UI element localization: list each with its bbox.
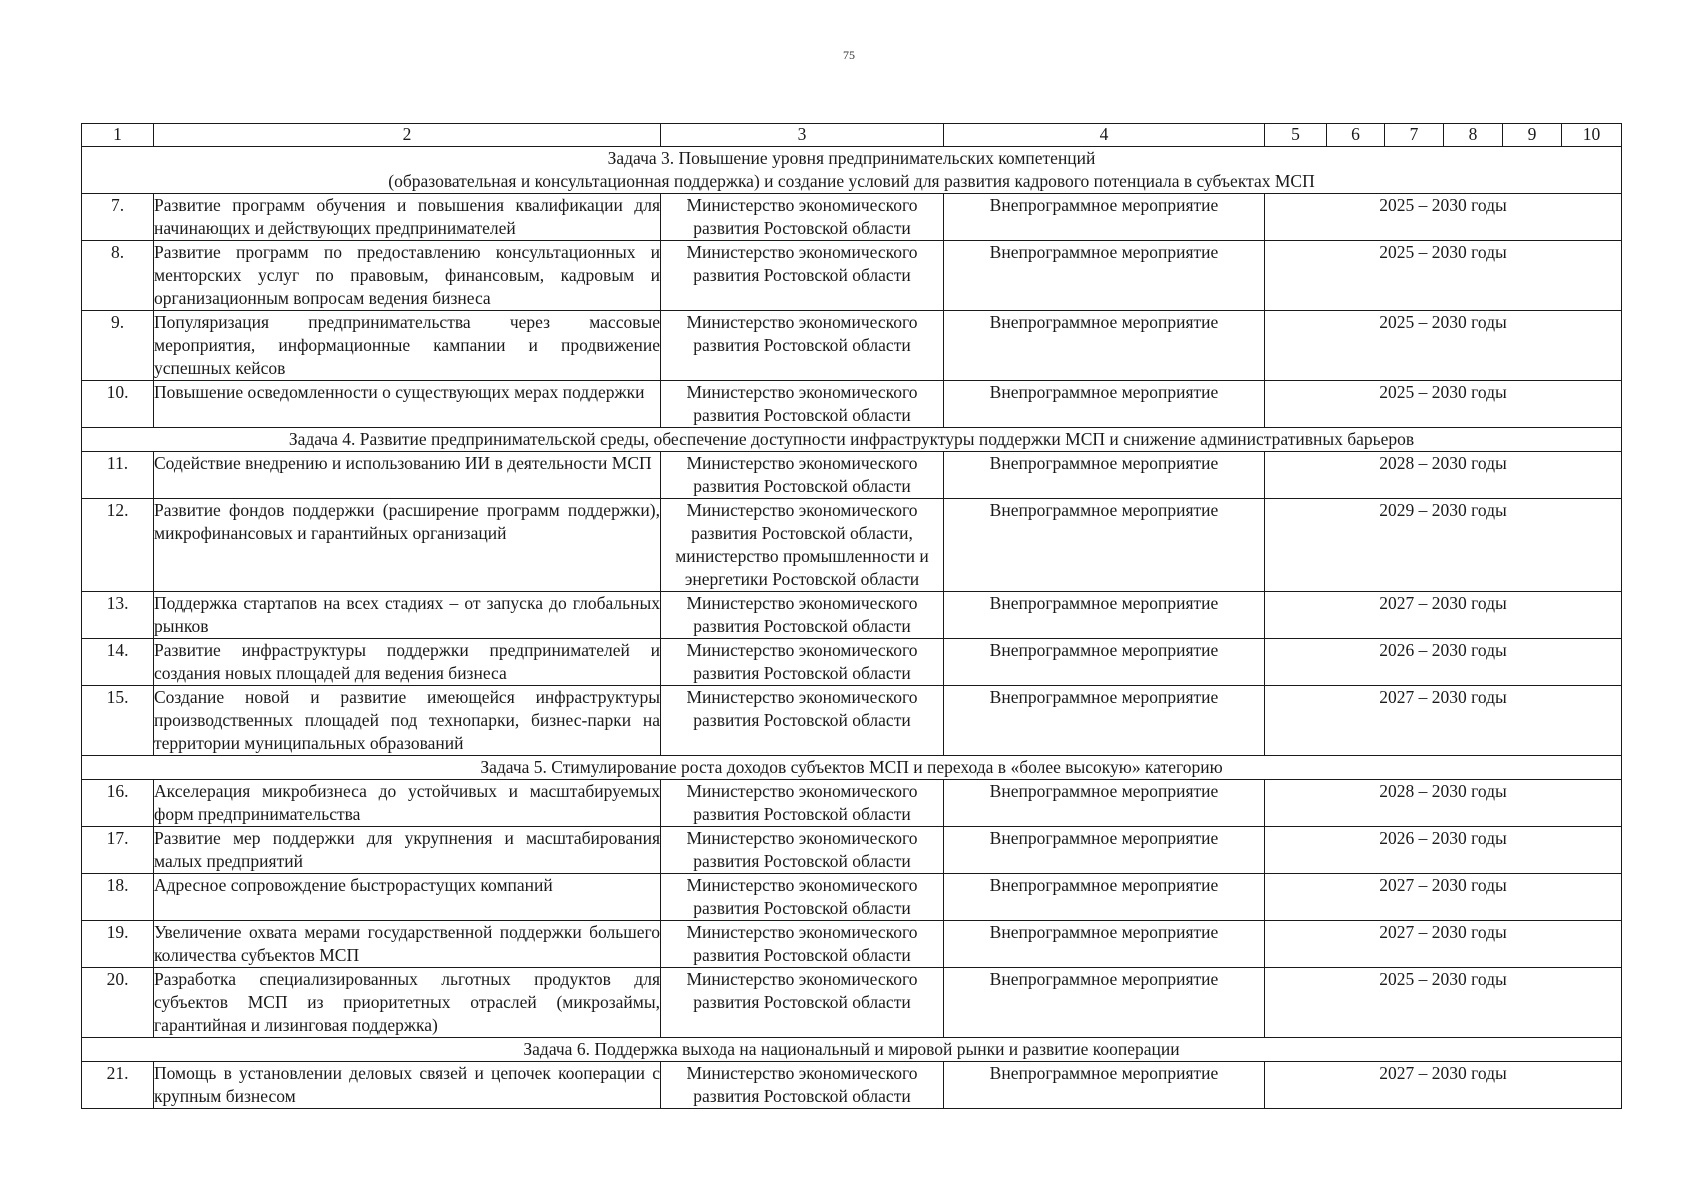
measure-type: Внепрограммное мероприятие xyxy=(944,639,1265,686)
column-number: 10 xyxy=(1562,124,1622,147)
measure-description: Увеличение охвата мерами государственной поддержки большего количества субъектов МСП xyxy=(154,921,661,968)
task-title: Задача 3. Повышение уровня предпринимательских компетенций xyxy=(607,148,1096,168)
implementation-period: 2026 – 2030 годы xyxy=(1265,639,1622,686)
measure-type: Внепрограммное мероприятие xyxy=(944,592,1265,639)
measure-description: Разработка специализированных льготных продуктов для субъектов МСП из приоритетных отраслей (микрозаймы, гарантийная и лизинговая поддержка) xyxy=(154,968,661,1038)
responsible-body: Министерство экономического развития Ростовской области xyxy=(661,381,944,428)
responsible-body: Министерство экономического развития Ростовской области xyxy=(661,639,944,686)
column-number: 2 xyxy=(154,124,661,147)
measure-type: Внепрограммное мероприятие xyxy=(944,311,1265,381)
table-row xyxy=(82,921,1622,968)
task-heading xyxy=(82,147,1622,194)
measure-description: Адресное сопровождение быстрорастущих компаний xyxy=(154,874,661,921)
column-number: 6 xyxy=(1327,124,1385,147)
measure-description: Поддержка стартапов на всех стадиях – от запуска до глобальных рынков xyxy=(154,592,661,639)
row-number: 10. xyxy=(82,381,154,428)
row-number: 12. xyxy=(82,499,154,592)
implementation-period: 2027 – 2030 годы xyxy=(1265,592,1622,639)
responsible-body: Министерство экономического развития Ростовской области xyxy=(661,1062,944,1109)
column-number: 3 xyxy=(661,124,944,147)
column-numbers-row xyxy=(82,124,1622,147)
task-title: Задача 5. Стимулирование роста доходов субъектов МСП и перехода в «более высокую» категорию xyxy=(480,757,1223,777)
page-number: 75 xyxy=(843,48,855,62)
row-number: 21. xyxy=(82,1062,154,1109)
measure-description: Помощь в установлении деловых связей и цепочек кооперации с крупным бизнесом xyxy=(154,1062,661,1109)
table-row xyxy=(82,241,1622,311)
row-number: 13. xyxy=(82,592,154,639)
measure-description: Содействие внедрению и использованию ИИ в деятельности МСП xyxy=(154,452,661,499)
row-number: 19. xyxy=(82,921,154,968)
table-row xyxy=(82,874,1622,921)
measure-description: Развитие мер поддержки для укрупнения и масштабирования малых предприятий xyxy=(154,827,661,874)
implementation-period: 2027 – 2030 годы xyxy=(1265,874,1622,921)
measure-type: Внепрограммное мероприятие xyxy=(944,874,1265,921)
responsible-body: Министерство экономического развития Ростовской области, министерство промышленности и энергетики Ростовской области xyxy=(661,499,944,592)
table-row xyxy=(82,499,1622,592)
measure-type: Внепрограммное мероприятие xyxy=(944,921,1265,968)
measure-type: Внепрограммное мероприятие xyxy=(944,452,1265,499)
task-heading-row xyxy=(82,147,1622,194)
implementation-period: 2028 – 2030 годы xyxy=(1265,780,1622,827)
measure-description: Развитие программ обучения и повышения квалификации для начинающих и действующих предпринимателей xyxy=(154,194,661,241)
measure-type: Внепрограммное мероприятие xyxy=(944,381,1265,428)
measure-description: Развитие фондов поддержки (расширение программ поддержки), микрофинансовых и гарантийных организаций xyxy=(154,499,661,592)
row-number: 11. xyxy=(82,452,154,499)
implementation-period: 2025 – 2030 годы xyxy=(1265,381,1622,428)
task-heading xyxy=(82,756,1622,780)
responsible-body: Министерство экономического развития Ростовской области xyxy=(661,780,944,827)
column-number: 5 xyxy=(1265,124,1327,147)
measure-type: Внепрограммное мероприятие xyxy=(944,241,1265,311)
row-number: 7. xyxy=(82,194,154,241)
implementation-period: 2029 – 2030 годы xyxy=(1265,499,1622,592)
task-title: Задача 6. Поддержка выхода на национальный и мировой рынки и развитие кооперации xyxy=(523,1039,1180,1059)
responsible-body: Министерство экономического развития Ростовской области xyxy=(661,241,944,311)
implementation-period: 2028 – 2030 годы xyxy=(1265,452,1622,499)
table-row xyxy=(82,1062,1622,1109)
task-heading-row xyxy=(82,1038,1622,1062)
measure-type: Внепрограммное мероприятие xyxy=(944,686,1265,756)
implementation-period: 2027 – 2030 годы xyxy=(1265,686,1622,756)
task-heading xyxy=(82,428,1622,452)
responsible-body: Министерство экономического развития Ростовской области xyxy=(661,686,944,756)
row-number: 15. xyxy=(82,686,154,756)
column-number: 4 xyxy=(944,124,1265,147)
table-row xyxy=(82,780,1622,827)
implementation-period: 2027 – 2030 годы xyxy=(1265,921,1622,968)
measure-description: Создание новой и развитие имеющейся инфраструктуры производственных площадей под технопарки, бизнес-парки на территории муниципальных образований xyxy=(154,686,661,756)
measure-description: Развитие программ по предоставлению консультационных и менторских услуг по правовым, финансовым, кадровым и организационным вопросам ведения бизнеса xyxy=(154,241,661,311)
table-row xyxy=(82,194,1622,241)
measure-description: Популяризация предпринимательства через массовые мероприятия, информационные кампании и продвижение успешных кейсов xyxy=(154,311,661,381)
row-number: 16. xyxy=(82,780,154,827)
implementation-period: 2025 – 2030 годы xyxy=(1265,241,1622,311)
row-number: 9. xyxy=(82,311,154,381)
responsible-body: Министерство экономического развития Ростовской области xyxy=(661,311,944,381)
table-row xyxy=(82,827,1622,874)
column-number: 8 xyxy=(1444,124,1503,147)
row-number: 14. xyxy=(82,639,154,686)
table-row xyxy=(82,592,1622,639)
row-number: 20. xyxy=(82,968,154,1038)
table-row xyxy=(82,381,1622,428)
measure-type: Внепрограммное мероприятие xyxy=(944,968,1265,1038)
row-number: 18. xyxy=(82,874,154,921)
measure-type: Внепрограммное мероприятие xyxy=(944,499,1265,592)
row-number: 8. xyxy=(82,241,154,311)
column-number: 1 xyxy=(82,124,154,147)
task-heading-row xyxy=(82,428,1622,452)
measure-type: Внепрограммное мероприятие xyxy=(944,780,1265,827)
table-row xyxy=(82,968,1622,1038)
task-heading-row xyxy=(82,756,1622,780)
measure-description: Акселерация микробизнеса до устойчивых и масштабируемых форм предпринимательства xyxy=(154,780,661,827)
responsible-body: Министерство экономического развития Ростовской области xyxy=(661,827,944,874)
measure-type: Внепрограммное мероприятие xyxy=(944,194,1265,241)
responsible-body: Министерство экономического развития Ростовской области xyxy=(661,874,944,921)
implementation-period: 2027 – 2030 годы xyxy=(1265,1062,1622,1109)
task-subtitle: (образовательная и консультационная поддержка) и создание условий для развития кадрового потенциала в субъектах МСП xyxy=(388,171,1315,191)
responsible-body: Министерство экономического развития Ростовской области xyxy=(661,968,944,1038)
responsible-body: Министерство экономического развития Ростовской области xyxy=(661,921,944,968)
row-number: 17. xyxy=(82,827,154,874)
task-heading xyxy=(82,1038,1622,1062)
implementation-period: 2025 – 2030 годы xyxy=(1265,311,1622,381)
responsible-body: Министерство экономического развития Ростовской области xyxy=(661,194,944,241)
measure-description: Повышение осведомленности о существующих мерах поддержки xyxy=(154,381,661,428)
implementation-period: 2025 – 2030 годы xyxy=(1265,968,1622,1038)
implementation-period: 2025 – 2030 годы xyxy=(1265,194,1622,241)
measure-type: Внепрограммное мероприятие xyxy=(944,1062,1265,1109)
table-row xyxy=(82,311,1622,381)
implementation-period: 2026 – 2030 годы xyxy=(1265,827,1622,874)
measure-description: Развитие инфраструктуры поддержки предпринимателей и создания новых площадей для ведения бизнеса xyxy=(154,639,661,686)
measure-type: Внепрограммное мероприятие xyxy=(944,827,1265,874)
table-row xyxy=(82,452,1622,499)
table-row xyxy=(82,639,1622,686)
column-number: 9 xyxy=(1503,124,1562,147)
task-title: Задача 4. Развитие предпринимательской среды, обеспечение доступности инфраструктуры поддержки МСП и снижение административных барьеров xyxy=(288,429,1415,449)
responsible-body: Министерство экономического развития Ростовской области xyxy=(661,592,944,639)
measures-table xyxy=(81,123,1622,1109)
column-number: 7 xyxy=(1385,124,1444,147)
table-row xyxy=(82,686,1622,756)
responsible-body: Министерство экономического развития Ростовской области xyxy=(661,452,944,499)
